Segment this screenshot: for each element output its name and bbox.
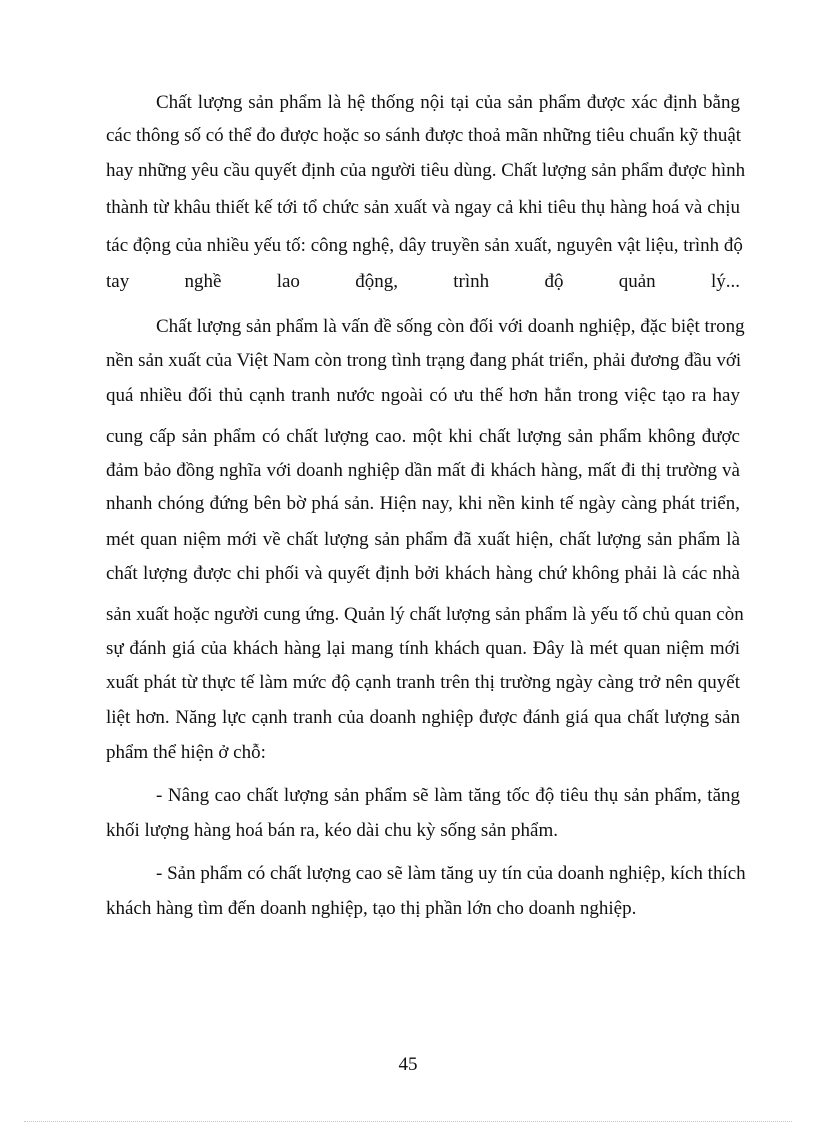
- paragraph-2-line-13: phẩm thể hiện ở chỗ:: [106, 742, 266, 763]
- paragraph-1-line-4: thành từ khâu thiết kế tới tổ chức sản xuất và ngay cả khi tiêu thụ hàng hoá và chịu: [106, 197, 740, 218]
- paragraph-2-line-9: sản xuất hoặc người cung ứng. Quản lý chất lượng sản phẩm là yếu tố chủ quan còn: [106, 604, 744, 625]
- paragraph-2-line-8: chất lượng được chi phối và quyết định bởi khách hàng chứ không phải là các nhà: [106, 563, 740, 584]
- paragraph-2-line-12: liệt hơn. Năng lực cạnh tranh của doanh nghiệp được đánh giá qua chất lượng sản: [106, 707, 740, 728]
- paragraph-1-line-1: Chất lượng sản phẩm là hệ thống nội tại của sản phẩm được xác định bằng: [156, 92, 740, 113]
- paragraph-2-line-11: xuất phát từ thực tế làm mức độ cạnh tranh trên thị trường ngày càng trở nên quyết: [106, 672, 740, 693]
- paragraph-3-line-1: - Nâng cao chất lượng sản phẩm sẽ làm tăng tốc độ tiêu thụ sản phẩm, tăng: [156, 785, 740, 806]
- paragraph-2-line-1: Chất lượng sản phẩm là vấn đề sống còn đối với doanh nghiệp, đặc biệt trong: [156, 316, 745, 337]
- page-number: 45: [398, 1054, 418, 1075]
- paragraph-4-line-1: - Sản phẩm có chất lượng cao sẽ làm tăng uy tín của doanh nghiệp, kích thích: [156, 863, 746, 884]
- paragraph-2-line-4: cung cấp sản phẩm có chất lượng cao. một khi chất lượng sản phẩm không được: [106, 426, 740, 447]
- paragraph-2-line-6: nhanh chóng đứng bên bờ phá sản. Hiện nay, khi nền kinh tế ngày càng phát triển,: [106, 493, 740, 514]
- paragraph-1-line-6: tay nghề lao động, trình độ quản lý...: [106, 271, 740, 292]
- paragraph-2-line-2: nền sản xuất của Việt Nam còn trong tình trạng đang phát triển, phải đương đầu với: [106, 350, 742, 371]
- paragraph-2-line-5: đảm bảo đồng nghĩa với doanh nghiệp dần mất đi khách hàng, mất đi thị trường và: [106, 460, 740, 481]
- paragraph-1-line-5: tác động của nhiều yếu tố: công nghệ, dây truyền sản xuất, nguyên vật liệu, trình độ: [106, 235, 743, 256]
- paragraph-4-line-2: khách hàng tìm đến doanh nghiệp, tạo thị phần lớn cho doanh nghiệp.: [106, 898, 637, 919]
- paragraph-2-line-3: quá nhiều đối thủ cạnh tranh nước ngoài có ưu thế hơn hẳn trong việc tạo ra hay: [106, 385, 740, 406]
- paragraph-3-line-2: khối lượng hàng hoá bán ra, kéo dài chu kỳ sống sản phẩm.: [106, 820, 558, 841]
- page-bottom-divider: [24, 1121, 792, 1122]
- paragraph-1-line-2: các thông số có thể đo được hoặc so sánh được thoả mãn những tiêu chuẩn kỹ thuật: [106, 125, 742, 146]
- paragraph-2-line-7: mét quan niệm mới về chất lượng sản phẩm đã xuất hiện, chất lượng sản phẩm là: [106, 529, 740, 550]
- paragraph-2-line-10: sự đánh giá của khách hàng lại mang tính khách quan. Đây là mét quan niệm mới: [106, 638, 740, 659]
- paragraph-1-line-3: hay những yêu cầu quyết định của người tiêu dùng. Chất lượng sản phẩm được hình: [106, 160, 746, 181]
